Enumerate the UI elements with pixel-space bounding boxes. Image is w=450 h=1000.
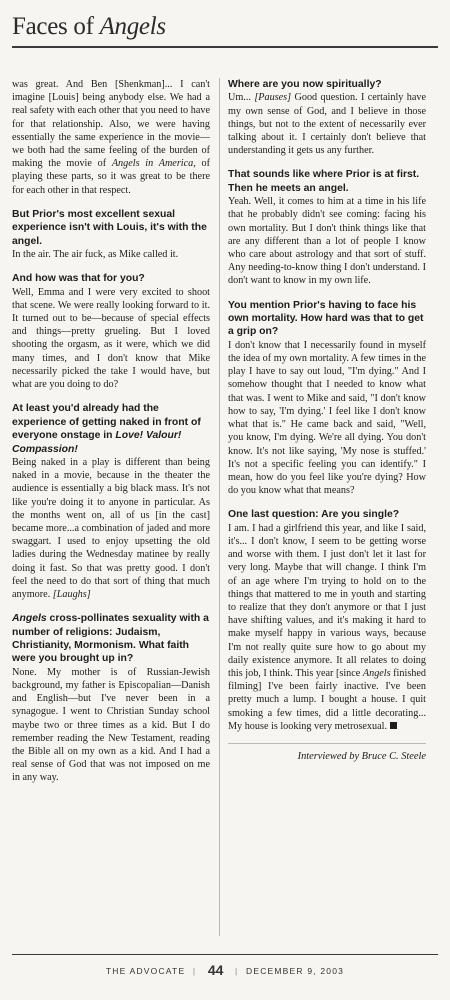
page-header	[12, 10, 438, 48]
answer-paragraph: None. My mother is of Russian-Jewish background, my father is Episcopalian—Danish and English—but I've never been in a synagogue. I went to Christian Sunday school maybe two or three times as a kid. But I do remember reading the New Testament, reading the Bible all on my own as a kid. And I had a real sense of God that was not imposed on me in any way.	[12, 666, 210, 784]
title-prefix: Faces of	[12, 13, 94, 40]
answer-paragraph: Being naked in a play is different than being naked in a movie, because in the theater the audience is essentially a big black mass. It's not like you're doing it to anyone in particular. As the months went on, all of us [in the cast] became more...a combination of jaded and more swaggart. I used to enjoy upsetting the old ladies during the Wednesday matinee by really doing it fast. So that was pretty good. I don't feel the need to do that sort of thing that much anymore. [Laughs]	[12, 456, 210, 600]
question: And how was that for you?	[12, 273, 145, 285]
question: That sounds like where Prior is at first. Then he meets an angel.	[228, 169, 420, 194]
footer-rule	[12, 954, 438, 955]
page-number: 44	[207, 962, 224, 978]
separator: |	[235, 966, 239, 976]
answer-paragraph: I am. I had a girlfriend this year, and like I said, it's... I don't know, I seem to be getting worse and worse with them. I just don't let it last for very long. Maybe that will change. I think I'm of an age where I'm trying to hold on to the things that mattered to me in youth and starting to realize that they don't anymore or that I just have shifting values, and it's making it hard to make myself happy in various ways, because I'm not really quite sure how to go about my daily existence anymore. It all relates to doing this job, I think. This year [since Angels finished filming] I've been fairly inactive. I've been pretty much a lump. I bought a house. I quit smoking a few times, did a little decorating... My house is looking very metrosexual.	[228, 522, 426, 732]
page-footer	[0, 962, 450, 978]
answer-paragraph: I don't know that I necessarily found in myself the idea of my own mortality. A few times in the play I have to say out loud, "I'm dying." And I somehow thought that I needed to know what that was. I went to Mike and said, "I don't know how to say, 'I'm dying.' I feel like I don't know what that is." He came back and said, "Well, you know, I'm dying. We're all dying. You don't know. It's not like saying, 'My nose is stuffed.' It's not a specific feeling you can identify." I mean, how do you feel like you're dying? How do you know what that means?	[228, 339, 426, 497]
question: But Prior's most excellent sexual experience isn't with Louis, it's with the angel.	[12, 208, 207, 247]
answer-paragraph: Well, Emma and I were very excited to shoot that scene. We were really looking forward to it. It turned out to be—because of special effects and things—pretty grueling. But I loved shooting the orgasm, as it were, which we did many times, and I don't know that Mike necessarily picked the take I would have, but what are you doing to do?	[12, 286, 210, 391]
film-title: Angels in America	[111, 158, 194, 170]
answer-paragraph: Um... [Pauses] Good question. I certainly have my own sense of God, and I believe in those things, but not to the extent of necessarily ever talking about it. I certainly don't believe that understanding it gets us any further.	[228, 92, 427, 157]
film-title: Angels	[362, 667, 391, 679]
question: At least you'd already had the experience of getting naked in front of everyone onstage in Love! Valour! Compassion!	[12, 403, 201, 455]
answer-paragraph: was great. And Ben [Shenkman]... I can't imagine [Louis] being anybody else. We had a real safety with each other that you need to have for that relationship. Also, we were having essentially the same experience in the movie—we both had the same feeling of the burden of making the movie of Angels in America, of playing these parts, so it was great to be there for each other in that respect.	[12, 79, 210, 196]
column-divider	[219, 78, 220, 936]
interviewer-credit: Interviewed by Bruce C. Steele	[228, 743, 426, 763]
answer-paragraph: In the air. The air fuck, as Mike called it.	[12, 249, 179, 261]
title-emphasis: Angels	[99, 13, 166, 40]
end-of-article-icon	[390, 722, 397, 729]
question: Where are you now spiritually?	[228, 79, 382, 90]
question: Angels cross-pollinates sexuality with a number of religions: Judaism, Christianity, Mormonism. What faith were you brought up in?	[12, 613, 209, 665]
magazine-name: THE ADVOCATE	[105, 966, 186, 976]
play-title: Love! Valour! Compassion!	[12, 430, 182, 455]
answer-paragraph: Yeah. Well, it comes to him at a time in his life that he probably didn't see coming: facing his own mortality. But I don't think things like that are any different than a lot of people I know who care about astrology and that sort of stuff. Any needing-to-know thing I don't understand. I don't want to know in my own life.	[228, 196, 426, 287]
question: You mention Prior's having to face his own mortality. How hard was that to get a grip on?	[228, 299, 424, 338]
left-column	[12, 78, 210, 785]
film-title: Angels	[12, 613, 47, 625]
right-column	[228, 78, 426, 763]
issue-date: DECEMBER 9, 2003	[245, 966, 345, 976]
separator: |	[192, 966, 197, 976]
question: One last question: Are you single?	[228, 509, 400, 521]
section-title	[12, 10, 438, 44]
